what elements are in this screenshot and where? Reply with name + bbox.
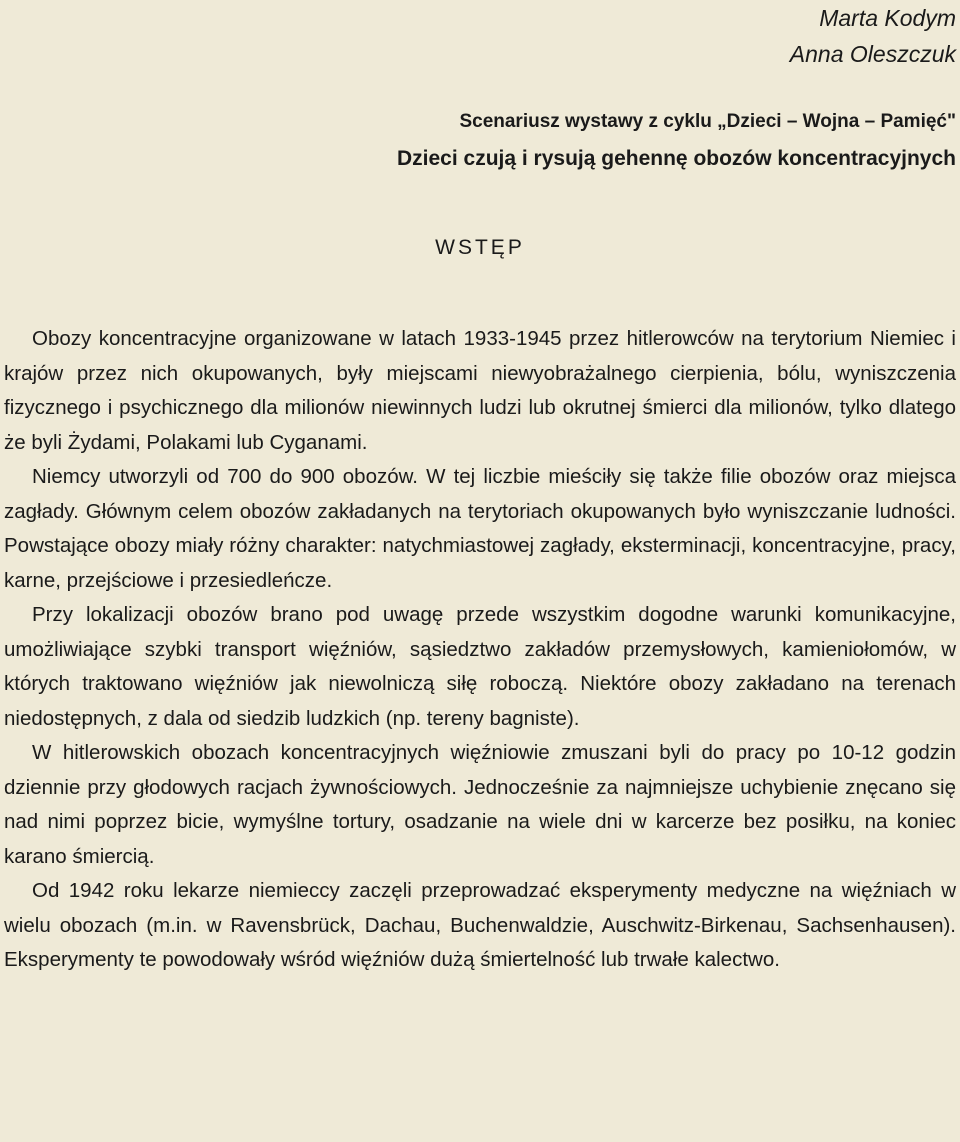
intro-text (4, 322, 956, 978)
paragraph: Niemcy utworzyli od 700 do 900 obozów. W tej liczbie mieściły się także filie obozów oraz miejsca zagłady. Głównym celem obozów zakładanych na terytoriach okupowanych było wyniszczanie ludności. Powstające obozy miały różny charakter: natychmiastowej zagłady, eksterminacji, koncentracyjne, pracy, karne, przejściowe i przesiedleńcze. (4, 465, 956, 592)
paragraph: Od 1942 roku lekarze niemieccy zaczęli przeprowadzać eksperymenty medyczne na więźniach w wielu obozach (m.in. w Ravensbrück, Dachau, Buchenwaldzie, Auschwitz-Birkenau, Sachsenhausen). Eksperymenty te powodowały wśród więźniów dużą śmiertelność lub trwałe kalectwo. (4, 879, 956, 971)
document-subtitle: Scenariusz wystawy z cyklu „Dzieci – Wojna – Pamięć" (459, 111, 956, 132)
authors-block (790, 0, 956, 72)
section-heading: WSTĘP (435, 236, 525, 259)
paragraph: W hitlerowskich obozach koncentracyjnych więźniowie zmuszani byli do pracy po 10-12 godzin dziennie przy głodowych racjach żywnościowych. Jednocześnie za najmniejsze uchybienie znęcano się nad nimi poprzez bicie, wymyślne tortury, osadzanie na wiele dni w karcerze bez posiłku, na koniec karano śmiercią. (4, 741, 956, 868)
paragraph: Obozy koncentracyjne organizowane w latach 1933-1945 przez hitlerowców na terytorium Niemiec i krajów przez nich okupowanych, były miejscami niewyobrażalnego cierpienia, bólu, wyniszczenia fizycznego i psychicznego dla milionów niewinnych ludzi lub okrutnej śmierci dla milionów, tylko dlatego że byli Żydami, Polakami lub Cyganami. (4, 327, 956, 454)
paragraph: Przy lokalizacji obozów brano pod uwagę przede wszystkim dogodne warunki komunikacyjne, umożliwiające szybki transport więźniów, sąsiedztwo zakładów przemysłowych, kamieniołomów, w których traktowano więźniów jak niewolniczą siłę roboczą. Niektóre obozy zakładano na terenach niedostępnych, z dala od siedzib ludzkich (np. tereny bagniste). (4, 603, 956, 730)
title-block (397, 104, 956, 178)
author-name: Marta Kodym (819, 5, 956, 31)
document-title: Dzieci czują i rysują gehennę obozów koncentracyjnych (397, 147, 956, 170)
author-name: Anna Oleszczuk (789, 41, 956, 67)
